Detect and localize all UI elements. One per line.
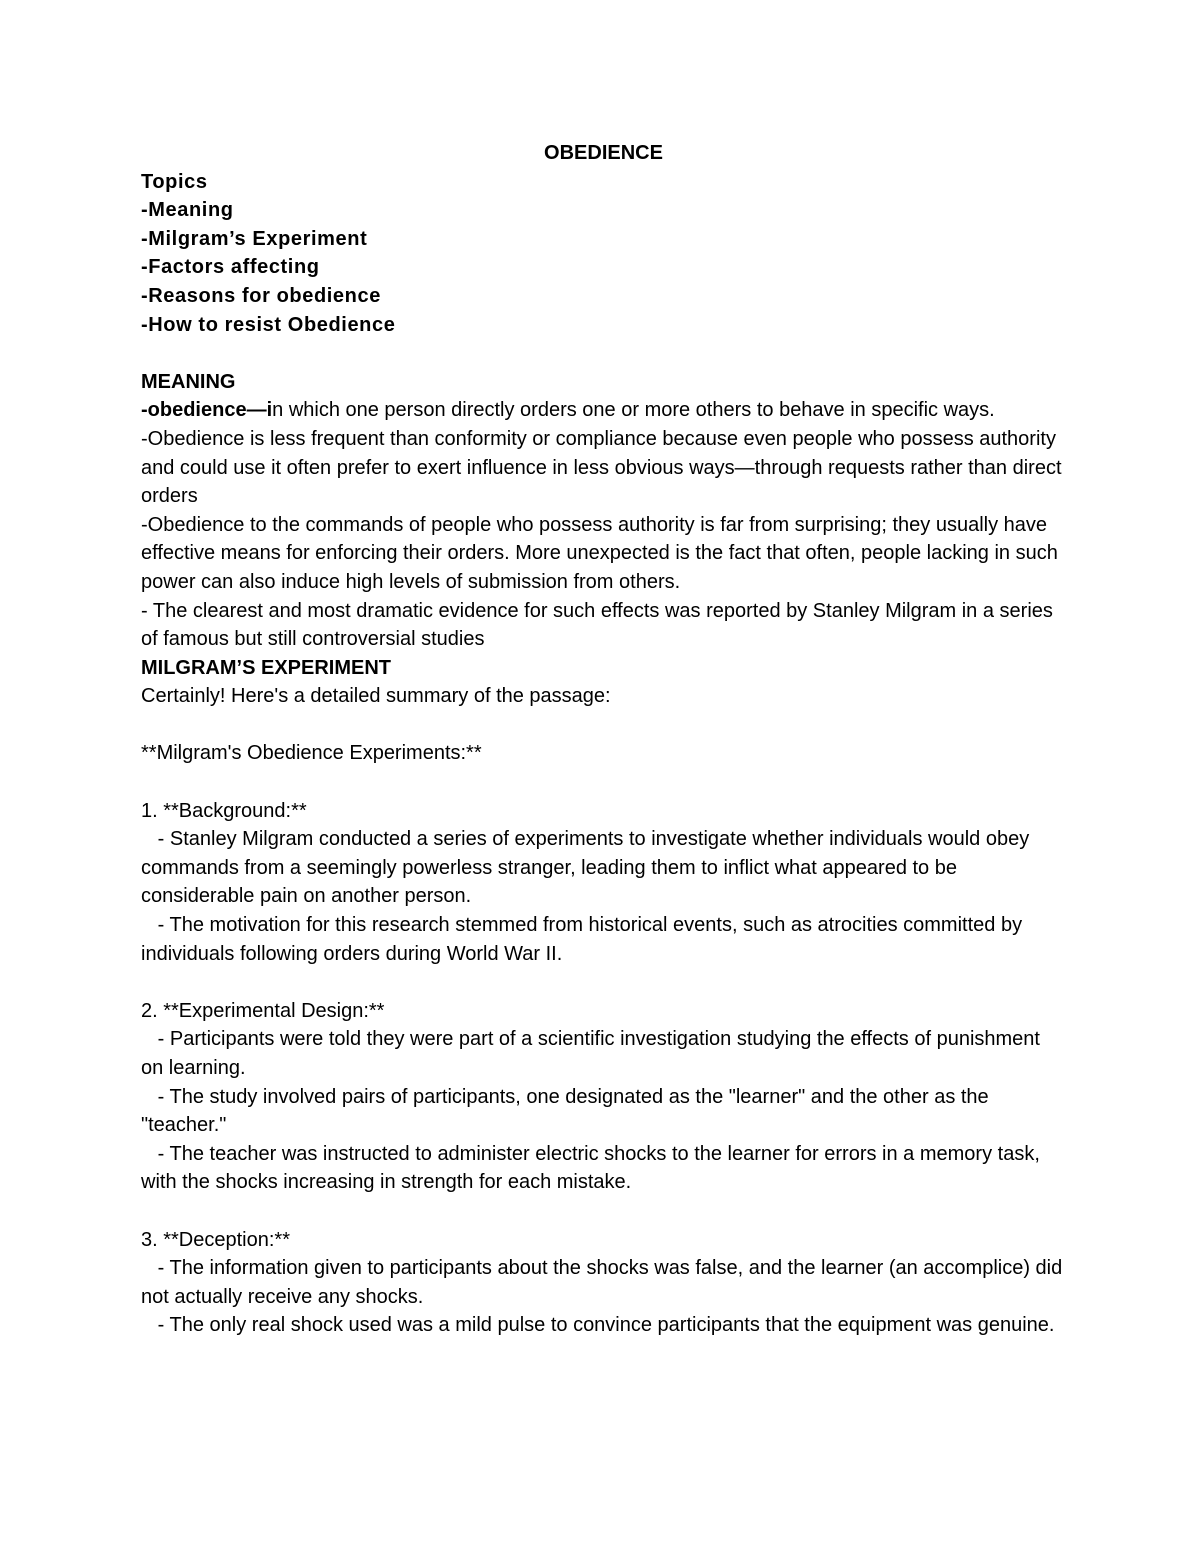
section-point: - The study involved pairs of participants, one designated as the "learner" and the other as the "teacher." (141, 1085, 995, 1137)
topic-item: -Reasons for obedience (141, 284, 381, 307)
milgram-heading: MILGRAM’S EXPERIMENT (141, 656, 392, 679)
meaning-heading: MEANING (141, 370, 236, 393)
meaning-paragraph: - The clearest and most dramatic evidence for such effects was reported by Stanley Milgram in a series of famous but still controversial studies (141, 599, 1053, 651)
spacer (141, 768, 1066, 797)
spacer (141, 711, 1066, 740)
section-point: - The teacher was instructed to administer electric shocks to the learner for errors in a memory task, with the shocks increasing in strength for each mistake. (141, 1142, 1046, 1194)
definition-paragraph (141, 396, 1066, 425)
milgram-intro: Certainly! Here's a detailed summary of the passage: (141, 685, 611, 708)
topics-heading: Topics (141, 170, 208, 193)
meaning-paragraph: -Obedience to the commands of people who possess authority is far from surprising; they usually have effective means for enforcing their orders. More unexpected is the fact that often, people lacking in such power can also induce high levels of submission from others. (141, 513, 1058, 593)
section-heading: 3. **Deception:** (141, 1228, 290, 1251)
topic-item: -Meaning (141, 199, 234, 222)
topic-item: -How to resist Obedience (141, 313, 396, 336)
spacer (141, 339, 1066, 368)
definition-text: n which one person directly orders one or more others to behave in specific ways. (272, 399, 995, 422)
topic-item: -Milgram’s Experiment (141, 227, 368, 250)
section-heading: 1. **Background:** (141, 799, 307, 822)
section-point: - The motivation for this research stemmed from historical events, such as atrocities committed by individuals following orders during World War II. (141, 914, 1028, 965)
section-heading: 2. **Experimental Design:** (141, 999, 385, 1022)
document-title: OBEDIENCE (544, 142, 663, 164)
spacer (141, 968, 1066, 997)
topic-item: -Factors affecting (141, 256, 320, 279)
document-body (141, 139, 1066, 1340)
section-point: - Stanley Milgram conducted a series of experiments to investigate whether individuals would obey commands from a seemingly powerless stranger, leading them to inflict what appeared to be considerable pain on another person. (141, 828, 1035, 908)
section-point: - The only real shock used was a mild pulse to convince participants that the equipment was genuine. (141, 1314, 1055, 1337)
definition-term: -obedience—i (141, 399, 273, 422)
spacer (141, 1197, 1066, 1226)
section-point: - The information given to participants about the shocks was false, and the learner (an accomplice) did not actually receive any shocks. (141, 1257, 1068, 1308)
meaning-paragraph: -Obedience is less frequent than conformity or compliance because even people who possess authority and could use it often prefer to exert influence in less obvious ways—through requests rather than direct orders (141, 427, 1062, 508)
section-point: - Participants were told they were part of a scientific investigation studying the effects of punishment on learning. (141, 1028, 1046, 1079)
milgram-subtitle: **Milgram's Obedience Experiments:** (141, 742, 482, 765)
